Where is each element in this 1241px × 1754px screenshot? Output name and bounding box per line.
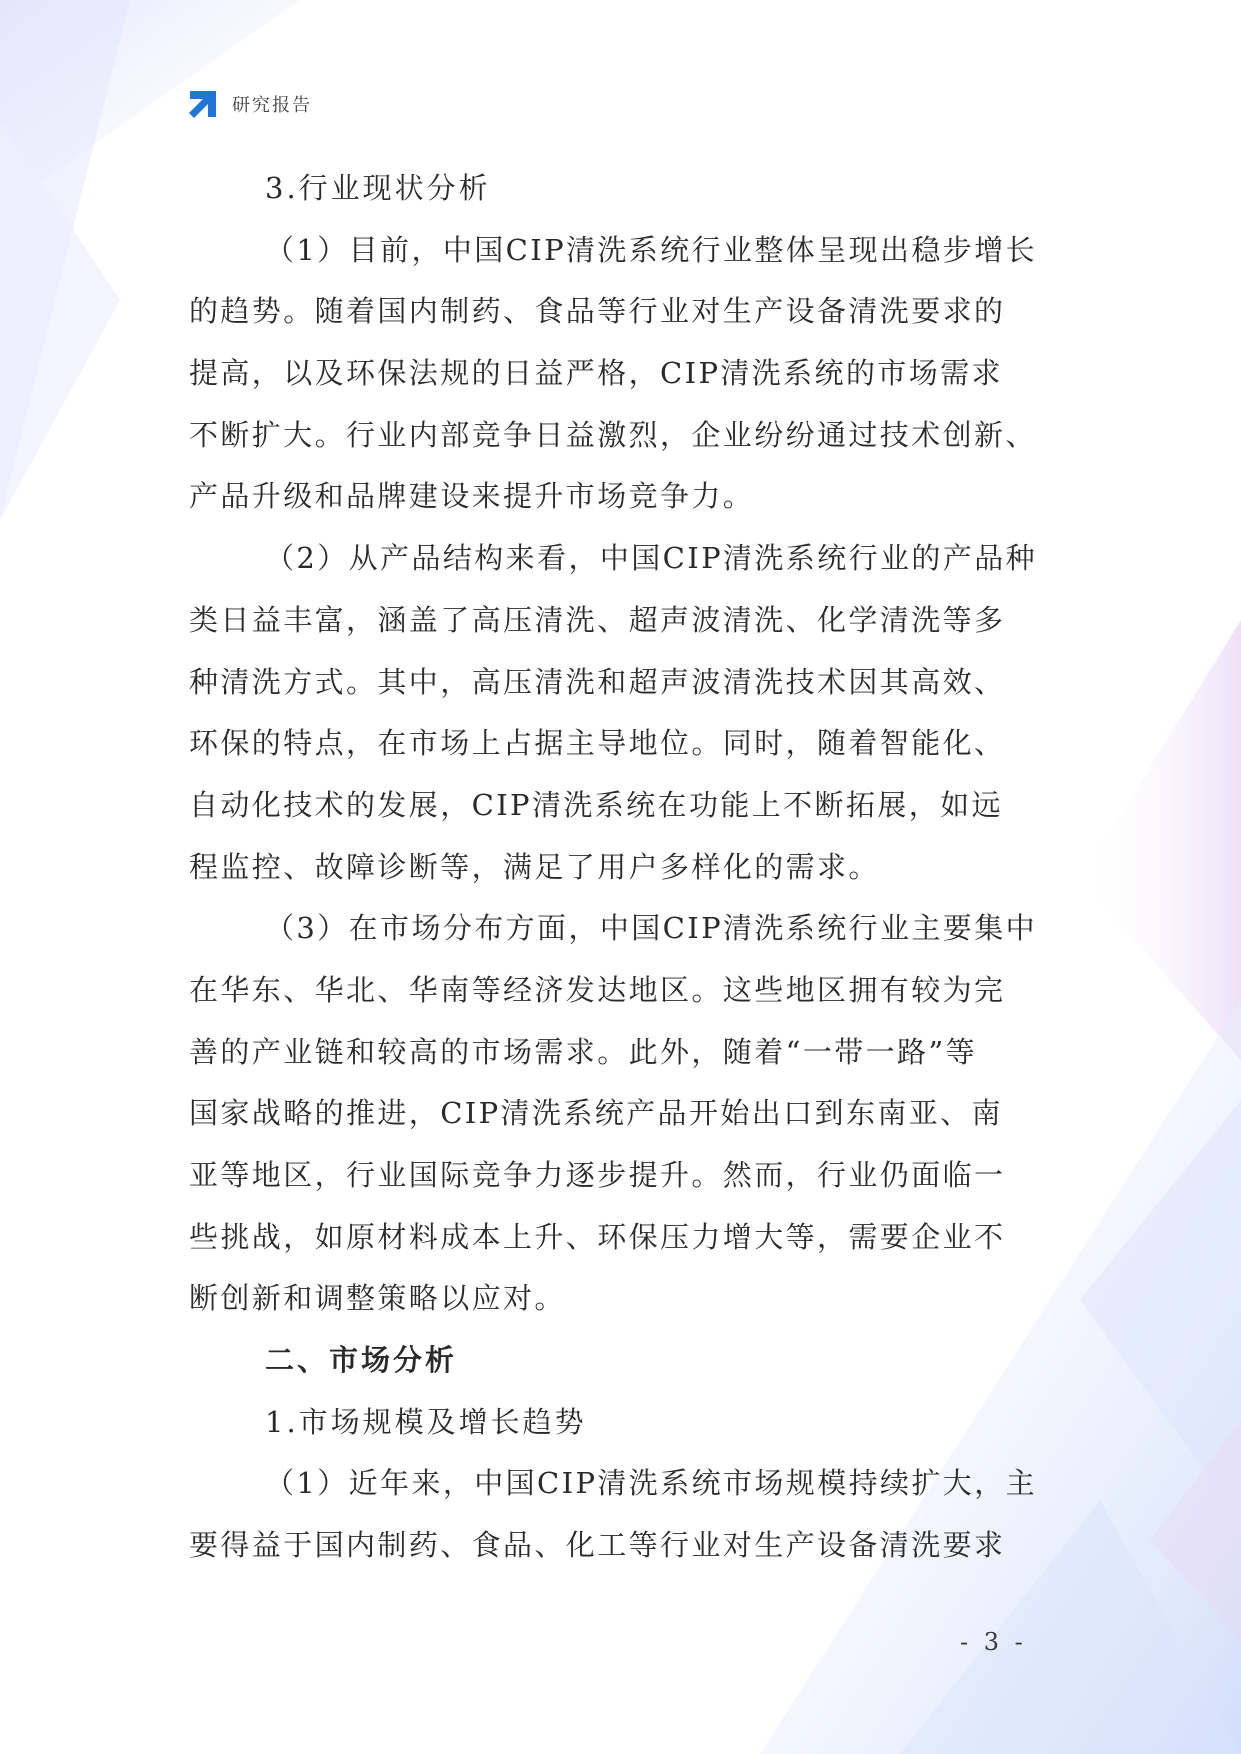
section-heading: 二、市场分析 bbox=[265, 1343, 458, 1378]
paragraph-line: 善的产业链和较高的市场需求。此外，随着“一带一路”等 bbox=[189, 1034, 978, 1069]
paragraph-line: 环保的特点，在市场上占据主导地位。同时，随着智能化、 bbox=[189, 726, 1006, 761]
paragraph-line: 种清洗方式。其中，高压清洗和超声波清洗技术因其高效、 bbox=[189, 664, 1006, 699]
report-header bbox=[186, 86, 312, 122]
paragraph-line: 国家战略的推进，CIP清洗系统产品开始出口到东南亚、南 bbox=[189, 1096, 1003, 1131]
paragraph-line: （2）从产品结构来看，中国CIP清洗系统行业的产品种 bbox=[265, 541, 1038, 576]
paragraph-line: 程监控、故障诊断等，满足了用户多样化的需求。 bbox=[189, 849, 880, 884]
page-number: - 3 - bbox=[960, 1628, 1027, 1656]
subsection-heading: 3.行业现状分析 bbox=[265, 171, 491, 205]
paragraph-line: （1）目前，中国CIP清洗系统行业整体呈现出稳步增长 bbox=[265, 232, 1038, 267]
document-body bbox=[189, 158, 1061, 1577]
subsection-heading: 1.市场规模及增长趋势 bbox=[265, 1404, 587, 1439]
paragraph-line: 的趋势。随着国内制药、食品等行业对生产设备清洗要求的 bbox=[189, 294, 1006, 329]
paragraph-line: 自动化技术的发展，CIP清洗系统在功能上不断拓展，如远 bbox=[189, 787, 1003, 822]
header-title: 研究报告 bbox=[232, 95, 312, 116]
paragraph-line: 些挑战，如原材料成本上升、环保压力增大等，需要企业不 bbox=[189, 1219, 1006, 1254]
paragraph-line: 要得益于国内制药、食品、化工等行业对生产设备清洗要求 bbox=[189, 1528, 1006, 1563]
paragraph-line: （3）在市场分布方面，中国CIP清洗系统行业主要集中 bbox=[265, 911, 1038, 946]
paragraph-line: 提高，以及环保法规的日益严格，CIP清洗系统的市场需求 bbox=[189, 356, 1003, 391]
paragraph-line: 产品升级和品牌建设来提升市场竞争力。 bbox=[189, 479, 755, 514]
paragraph-line: 类日益丰富，涵盖了高压清洗、超声波清洗、化学清洗等多 bbox=[189, 602, 1006, 637]
paragraph-line: 断创新和调整策略以应对。 bbox=[189, 1281, 566, 1316]
paragraph-line: （1）近年来，中国CIP清洗系统市场规模持续扩大，主 bbox=[265, 1466, 1038, 1501]
paragraph-line: 在华东、华北、华南等经济发达地区。这些地区拥有较为完 bbox=[189, 972, 1006, 1007]
paragraph-line: 亚等地区，行业国际竞争力逐步提升。然而，行业仍面临一 bbox=[189, 1158, 1006, 1192]
arrow-up-right-icon bbox=[186, 87, 220, 121]
paragraph-line: 不断扩大。行业内部竞争日益激烈，企业纷纷通过技术创新、 bbox=[189, 417, 1037, 452]
